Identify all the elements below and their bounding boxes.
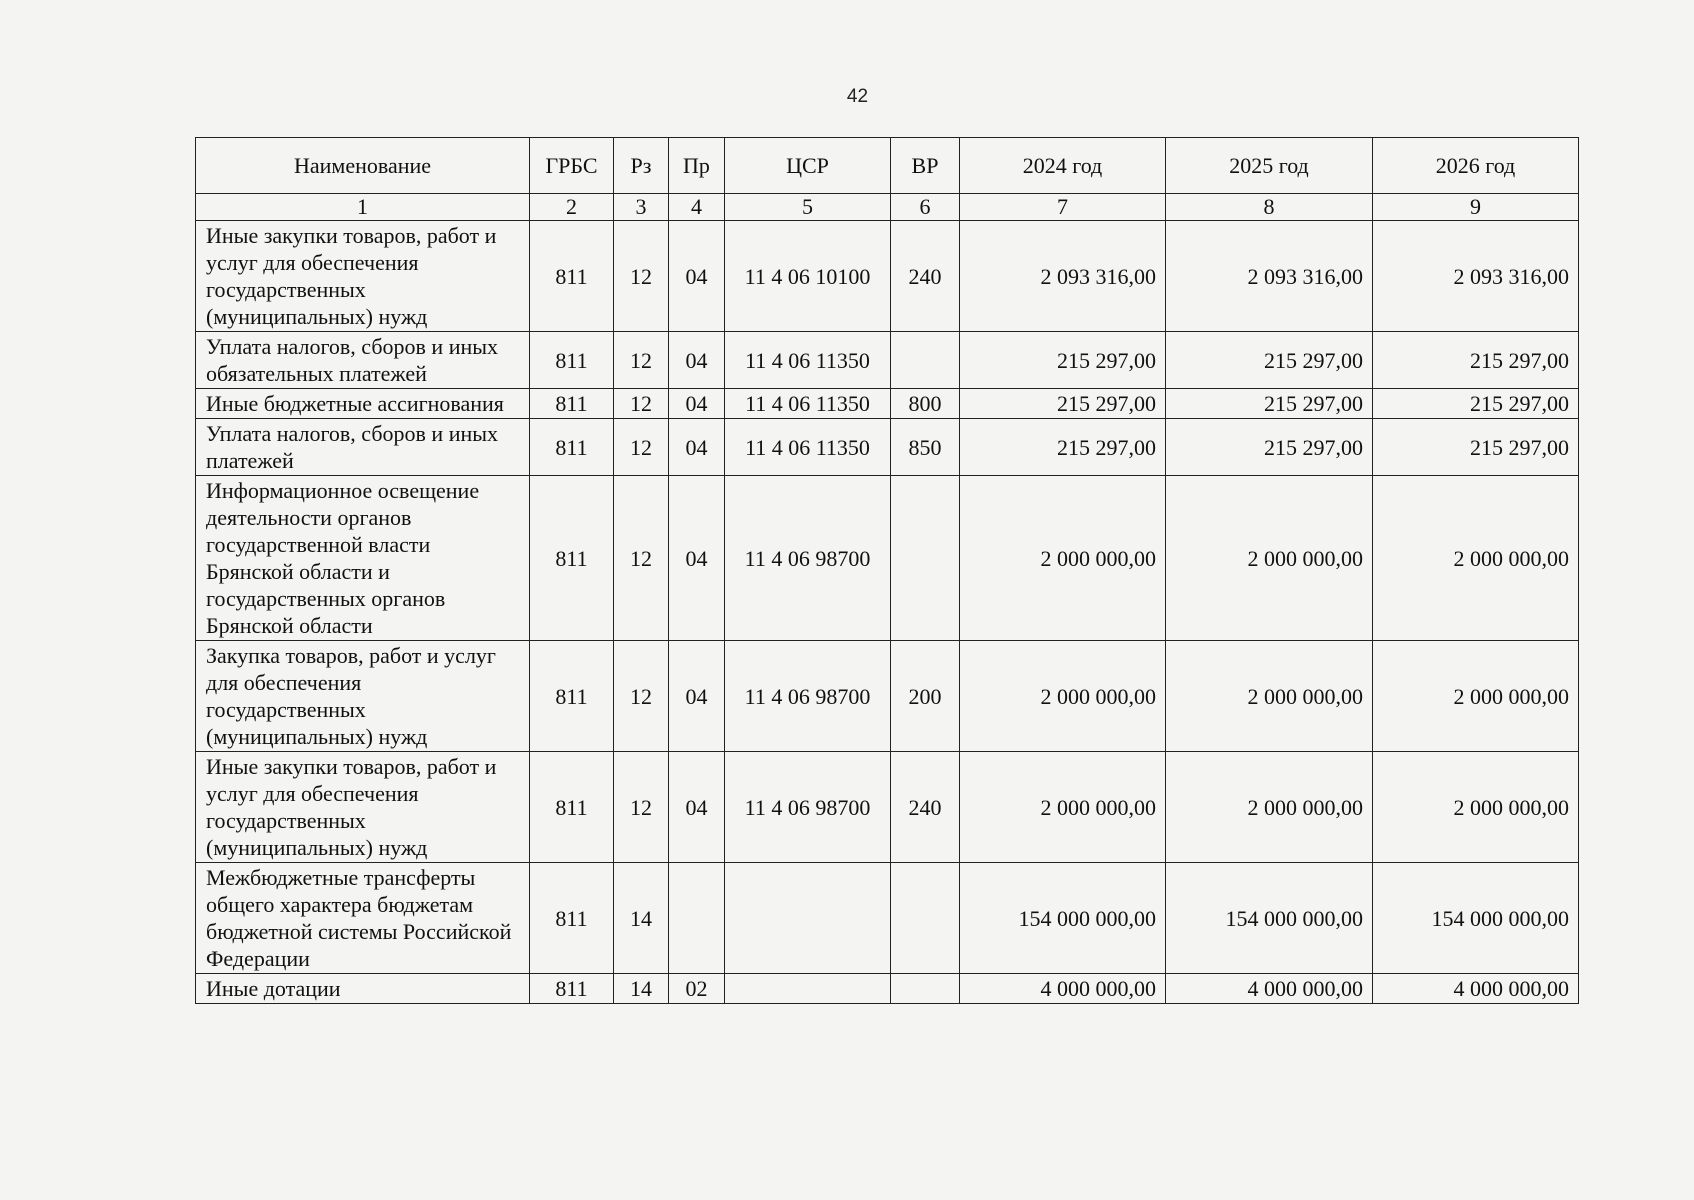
row-rz: 12: [614, 389, 669, 419]
table-row: [196, 332, 1579, 389]
page-number: 42: [846, 86, 869, 107]
row-vr: 200: [891, 641, 960, 752]
table-row: [196, 419, 1579, 476]
row-grbs: 811: [530, 221, 614, 332]
column-number: 4: [669, 194, 725, 221]
budget-table: [195, 137, 1579, 1004]
row-rz: 12: [614, 221, 669, 332]
row-2024: 4 000 000,00: [960, 974, 1166, 1004]
table-row: [196, 752, 1579, 863]
row-name: Закупка товаров, работ и услуг для обеспечения государственных (муниципальных) нужд: [196, 641, 530, 752]
row-csr: 11 4 06 11350: [725, 389, 891, 419]
row-vr: [891, 332, 960, 389]
header-pr: Пр: [669, 138, 725, 194]
row-grbs: 811: [530, 974, 614, 1004]
row-grbs: 811: [530, 476, 614, 641]
row-pr: 04: [669, 419, 725, 476]
row-2026: 4 000 000,00: [1373, 974, 1579, 1004]
row-2025: 2 093 316,00: [1166, 221, 1373, 332]
row-pr: 04: [669, 641, 725, 752]
row-2024: 215 297,00: [960, 389, 1166, 419]
row-vr: [891, 476, 960, 641]
row-2025: 215 297,00: [1166, 389, 1373, 419]
row-grbs: 811: [530, 641, 614, 752]
header-2026: 2026 год: [1373, 138, 1579, 194]
row-csr: 11 4 06 98700: [725, 752, 891, 863]
column-number-row: [196, 194, 1579, 221]
row-2024: 2 000 000,00: [960, 641, 1166, 752]
row-grbs: 811: [530, 332, 614, 389]
row-csr: 11 4 06 98700: [725, 641, 891, 752]
row-name: Иные закупки товаров, работ и услуг для обеспечения государственных (муниципальных) нужд: [196, 752, 530, 863]
row-vr: 240: [891, 221, 960, 332]
column-number: 5: [725, 194, 891, 221]
row-vr: 850: [891, 419, 960, 476]
row-rz: 12: [614, 752, 669, 863]
row-rz: 12: [614, 641, 669, 752]
row-csr: 11 4 06 10100: [725, 221, 891, 332]
row-rz: 12: [614, 419, 669, 476]
row-2024: 215 297,00: [960, 419, 1166, 476]
row-csr: 11 4 06 11350: [725, 419, 891, 476]
row-csr: 11 4 06 11350: [725, 332, 891, 389]
column-number: 2: [530, 194, 614, 221]
header-grbs: ГРБС: [530, 138, 614, 194]
row-2026: 215 297,00: [1373, 332, 1579, 389]
row-2024: 2 000 000,00: [960, 476, 1166, 641]
row-2025: 154 000 000,00: [1166, 863, 1373, 974]
row-pr: 04: [669, 752, 725, 863]
table-row: [196, 863, 1579, 974]
row-2024: 215 297,00: [960, 332, 1166, 389]
row-pr: [669, 863, 725, 974]
row-2024: 2 000 000,00: [960, 752, 1166, 863]
column-number: 9: [1373, 194, 1579, 221]
row-pr: 04: [669, 332, 725, 389]
row-2025: 2 000 000,00: [1166, 641, 1373, 752]
row-name: Межбюджетные трансферты общего характера бюджетам бюджетной системы Российской Федерации: [196, 863, 530, 974]
column-number: 3: [614, 194, 669, 221]
row-vr: 240: [891, 752, 960, 863]
header-2024: 2024 год: [960, 138, 1166, 194]
row-grbs: 811: [530, 752, 614, 863]
row-pr: 04: [669, 389, 725, 419]
table-row: [196, 221, 1579, 332]
row-csr: 11 4 06 98700: [725, 476, 891, 641]
row-grbs: 811: [530, 419, 614, 476]
row-vr: 800: [891, 389, 960, 419]
row-name: Иные дотации: [196, 974, 530, 1004]
row-2026: 2 000 000,00: [1373, 641, 1579, 752]
row-2026: 2 000 000,00: [1373, 752, 1579, 863]
column-number: 8: [1166, 194, 1373, 221]
table-row: [196, 476, 1579, 641]
row-2026: 2 000 000,00: [1373, 476, 1579, 641]
header-row: [196, 138, 1579, 194]
row-rz: 14: [614, 863, 669, 974]
row-pr: 04: [669, 476, 725, 641]
row-2025: 4 000 000,00: [1166, 974, 1373, 1004]
row-pr: 02: [669, 974, 725, 1004]
row-rz: 12: [614, 332, 669, 389]
row-2025: 2 000 000,00: [1166, 476, 1373, 641]
row-pr: 04: [669, 221, 725, 332]
header-vr: ВР: [891, 138, 960, 194]
header-2025: 2025 год: [1166, 138, 1373, 194]
header-rz: Рз: [614, 138, 669, 194]
row-rz: 12: [614, 476, 669, 641]
table-row: [196, 641, 1579, 752]
row-name: Иные бюджетные ассигнования: [196, 389, 530, 419]
row-rz: 14: [614, 974, 669, 1004]
column-number: 6: [891, 194, 960, 221]
header-csr: ЦСР: [725, 138, 891, 194]
row-name: Информационное освещение деятельности органов государственной власти Брянской области и государственных органов Брянской области: [196, 476, 530, 641]
table-row: [196, 389, 1579, 419]
row-2024: 154 000 000,00: [960, 863, 1166, 974]
header-name: Наименование: [196, 138, 530, 194]
row-vr: [891, 863, 960, 974]
row-2025: 215 297,00: [1166, 419, 1373, 476]
row-2025: 2 000 000,00: [1166, 752, 1373, 863]
row-csr: [725, 974, 891, 1004]
row-grbs: 811: [530, 863, 614, 974]
table-row: [196, 974, 1579, 1004]
row-2026: 215 297,00: [1373, 419, 1579, 476]
row-csr: [725, 863, 891, 974]
row-2024: 2 093 316,00: [960, 221, 1166, 332]
row-2026: 2 093 316,00: [1373, 221, 1579, 332]
row-grbs: 811: [530, 389, 614, 419]
row-vr: [891, 974, 960, 1004]
row-2025: 215 297,00: [1166, 332, 1373, 389]
row-name: Иные закупки товаров, работ и услуг для обеспечения государственных (муниципальных) нужд: [196, 221, 530, 332]
row-2026: 154 000 000,00: [1373, 863, 1579, 974]
column-number: 1: [196, 194, 530, 221]
row-name: Уплата налогов, сборов и иных платежей: [196, 419, 530, 476]
column-number: 7: [960, 194, 1166, 221]
row-name: Уплата налогов, сборов и иных обязательных платежей: [196, 332, 530, 389]
row-2026: 215 297,00: [1373, 389, 1579, 419]
